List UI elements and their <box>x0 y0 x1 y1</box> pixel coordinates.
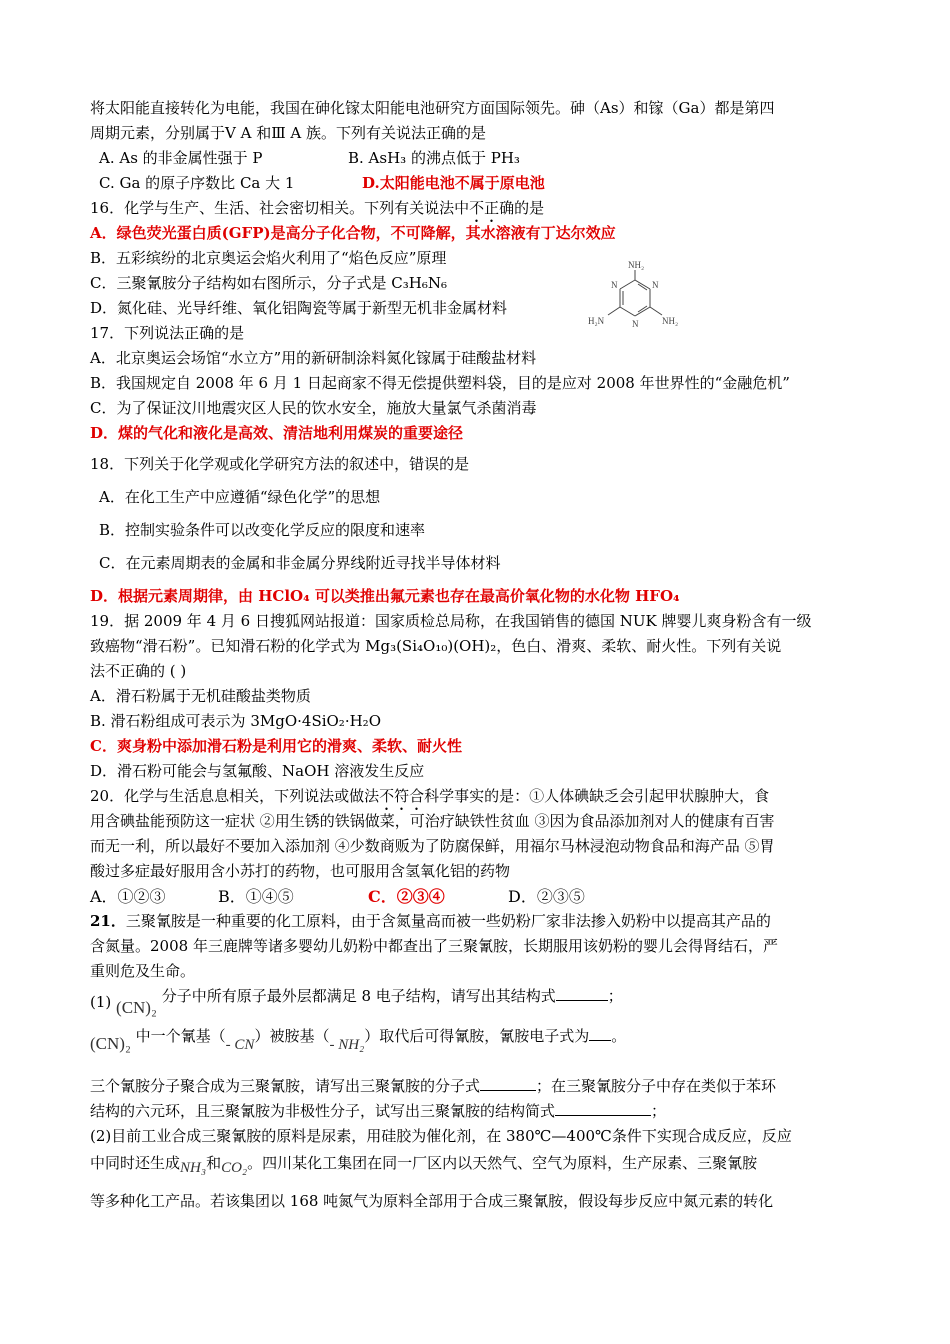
q19-option-b: B. 滑石粉组成可表示为 3MgO·4SiO₂·H₂O <box>90 712 381 730</box>
q19-option-a: A．滑石粉属于无机硅酸盐类物质 <box>90 687 311 705</box>
q20-options <box>90 884 860 909</box>
q16-option-c: C．三聚氰胺分子结构如右图所示，分子式是 C₃H₆N₆ <box>90 274 447 292</box>
formula-cn: - CN <box>225 1037 255 1053</box>
q20-option-d: D．②③⑤ <box>508 887 585 906</box>
q16-option-a-answer: A．绿色荧光蛋白质(GFP)是高分子化合物，不可降解，其水溶液有丁达尔效应 <box>90 224 616 242</box>
formula-nh3: NH₃ <box>180 1160 207 1176</box>
q19-stem-line2: 致癌物“滑石粉”。已知滑石粉的化学式为 Mg₃(Si₄O₁₀)(OH)₂，色白、滑爽、柔软、耐火性。下列有关说 <box>90 637 782 655</box>
answer-blank-structure-simple[interactable] <box>555 1101 651 1116</box>
q15-option-c: C. Ga 的原子序数比 Ca 大 1 <box>99 174 295 192</box>
q20-line4: 酸过多症最好服用含小苏打的药物，也可服用含氢氧化铝的药物 <box>90 862 511 880</box>
q20-stem: 20．化学与生活息息相关，下列说法或做法不符合科学事实的是：①人体碘缺乏会引起甲状腺肿大，食 <box>90 787 770 805</box>
q21-line3: 重则危及生命。 <box>90 962 196 980</box>
q21-line2: 含氮量。2008 年三鹿牌等诸多婴幼儿奶粉中都查出了三聚氰胺，长期服用该奶粉的婴儿会得肾结石，严 <box>90 937 778 955</box>
label-n-ring3: N <box>632 319 639 329</box>
formula-cn2: (CN)₂ <box>116 998 157 1017</box>
q15-option-d-answer: D.太阳能电池不属于原电池 <box>362 174 545 192</box>
q17-option-c: C．为了保证汶川地震灾区人民的饮水安全，施放大量氯气杀菌消毒 <box>90 399 537 417</box>
q21-line7: 结构的六元环，且三聚氰胺为非极性分子，试写出三聚氰胺的结构简式 ； <box>90 1102 667 1120</box>
q21-number: 21． <box>90 912 126 930</box>
q20-emphasis: 不符合 <box>379 787 425 805</box>
answer-blank-molecular-formula[interactable] <box>480 1076 536 1091</box>
q15-options-row2 <box>90 171 860 196</box>
q18-option-b: B．控制实验条件可以改变化学反应的限度和速率 <box>99 521 426 539</box>
q21-line6: 三个氰胺分子聚合成为三聚氰胺，请写出三聚氰胺的分子式 ；在三聚氰胺分子中存在类似于苯环 <box>90 1077 777 1095</box>
q19-stem-line1: 19．据 2009 年 4 月 6 日搜狐网站报道：国家质检总局称，在我国销售的德国 NUK 牌婴儿爽身粉含有一级 <box>90 612 812 630</box>
q21-part1-line2: (CN)₂ 中一个氰基（- CN）被胺基（- NH₂）取代后可得氰胺，氰胺电子式为 。 <box>90 1027 627 1053</box>
q17-option-d-answer: D．煤的气化和液化是高效、清洁地利用煤炭的重要途径 <box>90 424 464 442</box>
q16-option-d: D．氮化硅、光导纤维、氧化铝陶瓷等属于新型无机非金属材料 <box>90 299 508 317</box>
q15-stem-line1: 将太阳能直接转化为电能，我国在砷化镓太阳能电池研究方面国际领先。砷（As）和镓（Ga）都是第四 <box>90 99 775 117</box>
q20-option-c-answer: C．②③④ <box>368 887 445 906</box>
q20-line3: 而无一利，所以最好不要加入添加剂 ④少数商贩为了防腐保鲜，用福尔马林浸泡动物食品和海产品 ⑤胃 <box>90 837 775 855</box>
melamine-structure-figure <box>580 258 690 336</box>
label-n-ring1: N <box>652 280 659 290</box>
q21-line9: 中同时还生成NH₃和CO₂。四川某化工集团在同一厂区内以天然气、空气为原料，生产尿素、三聚氰胺 <box>90 1154 758 1176</box>
q18-option-a: A．在化工生产中应遵循“绿色化学”的思想 <box>99 488 381 506</box>
q20-option-b: B．①④⑤ <box>218 887 294 906</box>
q21-line10: 等多种化工产品。若该集团以 168 吨氮气为原料全部用于合成三聚氰胺，假设每步反应中氮元素的转化 <box>90 1192 774 1210</box>
q21-line8: (2)目前工业合成三聚氰胺的原料是尿素，用硅胶为催化剂，在 380℃—400℃条件下实现合成反应，反应 <box>90 1127 792 1145</box>
q16-option-b: B．五彩缤纷的北京奥运会焰火利用了“焰色反应”原理 <box>90 249 447 267</box>
q19-stem-line3: 法不正确的 ( ) <box>90 662 187 680</box>
q19-option-d: D．滑石粉可能会与氢氟酸、NaOH 溶液发生反应 <box>90 762 425 780</box>
answer-blank-structure[interactable] <box>556 986 608 1001</box>
q21-part1-line: (1) (CN)₂ 分子中所有原子最外层都满足 8 电子结构，请写出其结构式 ； <box>90 987 623 1017</box>
q17-stem: 17．下列说法正确的是 <box>90 324 245 342</box>
q15-option-a: A. As 的非金属性强于 P <box>99 149 263 167</box>
formula-nh2: - NH₂ <box>329 1037 365 1053</box>
q21-line1: 21．三聚氰胺是一种重要的化工原料，由于含氮量高而被一些奶粉厂家非法掺入奶粉中以提高其产品的 <box>90 912 771 930</box>
q20-line2: 用含碘盐能预防这一症状 ②用生锈的铁锅做菜，可治疗缺铁性贫血 ③因为食品添加剂对人的健康有百害 <box>90 812 775 830</box>
label-n-ring2: N <box>611 280 618 290</box>
label-nh2-top: NH₂ <box>628 260 645 270</box>
formula-co2: CO₂ <box>221 1160 248 1176</box>
q15-stem-line2: 周期元素，分别属于Ⅴ A 和Ⅲ A 族。下列有关说法正确的是 <box>90 124 487 142</box>
q17-option-b: B．我国规定自 2008 年 6 月 1 日起商家不得无偿提供塑料袋，目的是应对 2008 年世界性的“金融危机” <box>90 374 790 392</box>
q17-option-a: A．北京奥运会场馆“水立方”用的新研制涂料氮化镓属于硅酸盐材料 <box>90 349 537 367</box>
formula-cn2-b: (CN)₂ <box>90 1034 131 1053</box>
exam-page <box>90 96 860 1214</box>
label-h2n-left: H₂N <box>588 316 605 326</box>
q18-option-c: C．在元素周期表的金属和非金属分界线附近寻找半导体材料 <box>99 554 501 572</box>
q19-option-c-answer: C．爽身粉中添加滑石粉是利用它的滑爽、柔软、耐火性 <box>90 737 462 755</box>
q15-option-b: B. AsH₃ 的沸点低于 PH₃ <box>348 149 520 167</box>
q18-option-d-answer: D．根据元素周期律，由 HClO₄ 可以类推出氟元素也存在最高价氧化物的水化物 HFO₄ <box>90 587 680 605</box>
answer-blank-electron-formula[interactable] <box>589 1026 611 1041</box>
label-nh2-right: NH₂ <box>662 316 679 326</box>
q16-emphasis: 不正 <box>469 199 500 217</box>
q16-stem: 16．化学与生产、生活、社会密切相关。下列有关说法中不正确的是 <box>90 199 545 217</box>
q20-option-a: A．①②③ <box>90 887 166 906</box>
q15-options-row1 <box>90 146 860 171</box>
q18-stem: 18．下列关于化学观或化学研究方法的叙述中，错误的是 <box>90 455 470 473</box>
